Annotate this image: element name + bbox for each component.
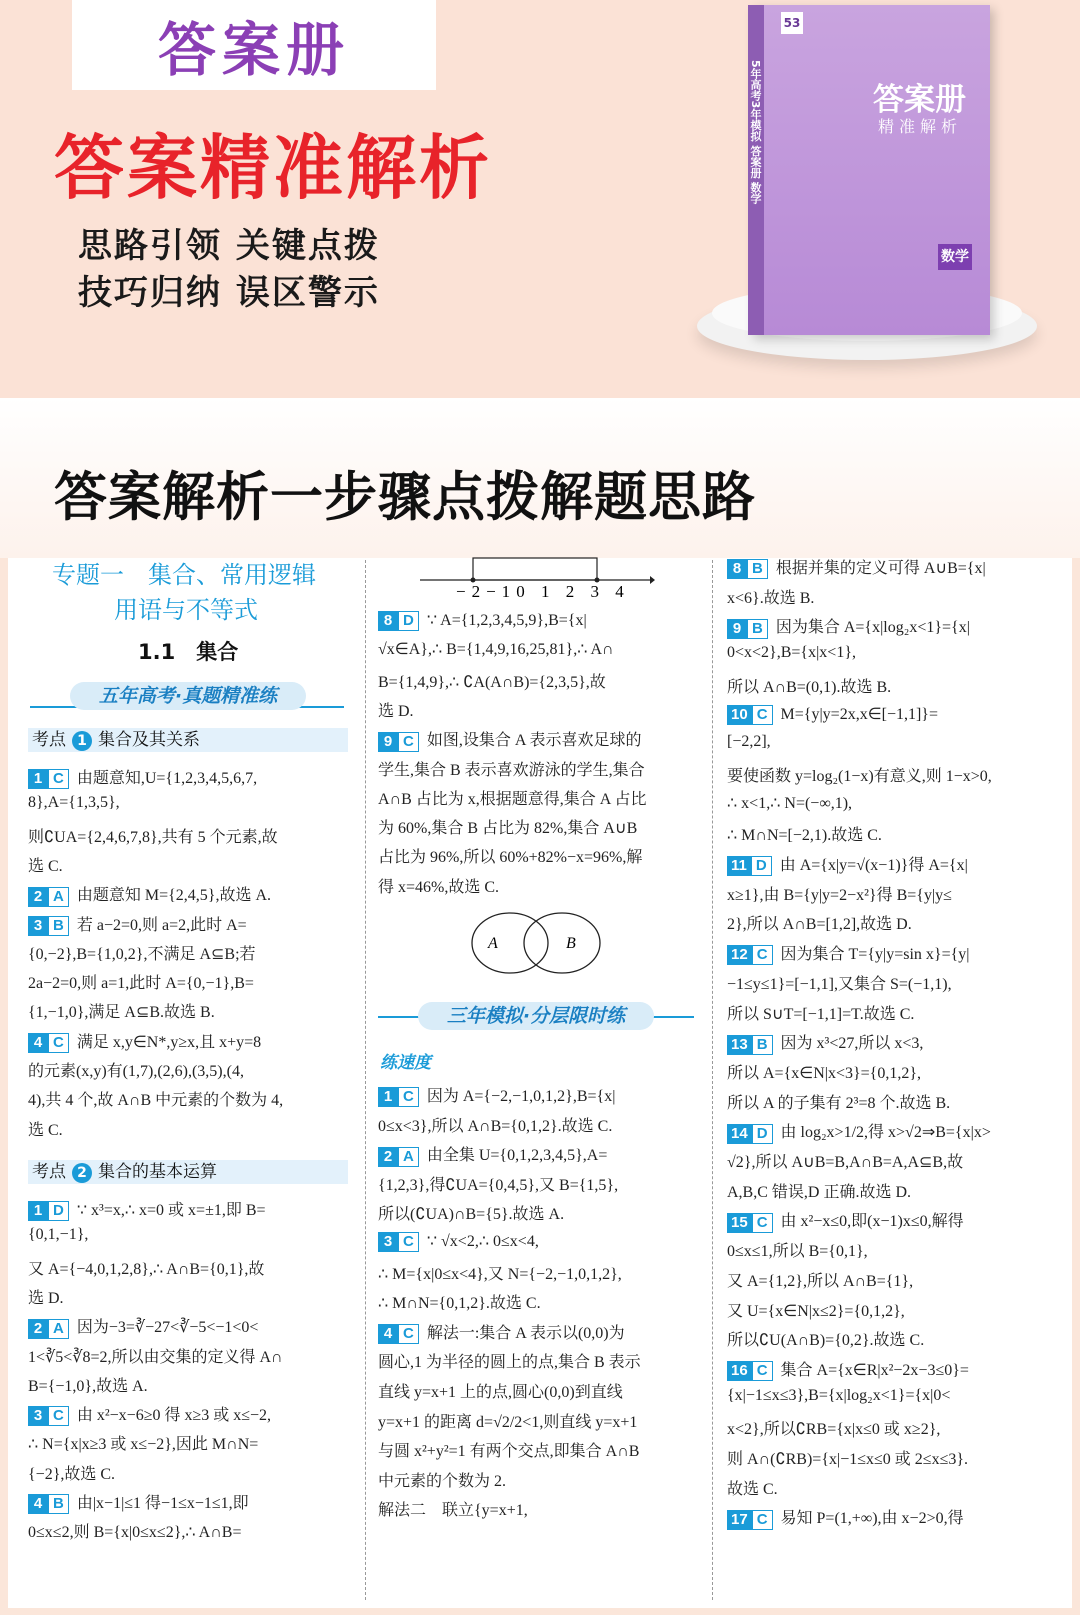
answer-choice: C <box>398 732 419 752</box>
answer-line <box>28 1058 244 1081</box>
answer-text: 所以 S∪T=[−1,1]=T.故选 C. <box>727 1005 915 1023</box>
answer-line <box>28 1226 88 1244</box>
answer-line <box>378 1349 641 1372</box>
tick: 0 <box>516 582 531 601</box>
answer-badge <box>28 916 69 936</box>
tick: 2 <box>565 582 581 601</box>
answer-line <box>727 585 814 608</box>
answer-badge <box>378 1147 419 1167</box>
question-number: 2 <box>28 887 48 907</box>
answer-line <box>28 1285 64 1308</box>
answer-line <box>727 674 891 697</box>
answer-text: 由|x−1|≤1 得−1≤x−1≤1,即 <box>76 1495 249 1512</box>
answer-choice: B <box>48 1494 69 1514</box>
answer-item <box>28 1490 249 1514</box>
answer-text: 0≤x≤2,则 B={x|0≤x≤2},∴ A∩B= <box>28 1524 242 1542</box>
answer-text: 又 U={x∈N|x≤2}={0,1,2}, <box>727 1302 905 1320</box>
answer-item <box>727 555 986 579</box>
answer-text: 因为集合 A={x|log₂x<1}={x| <box>775 619 970 637</box>
answer-line <box>727 1298 905 1321</box>
answer-text: 学生,集合 B 表示喜欢游泳的学生,集合 <box>378 761 645 779</box>
kp-2 <box>28 1160 348 1184</box>
question-number: 11 <box>727 856 751 876</box>
answer-item <box>727 1357 969 1381</box>
answer-item <box>727 852 968 876</box>
answer-badge <box>28 1033 69 1053</box>
kp-text: 集合及其关系 <box>98 730 200 750</box>
answer-badge <box>28 1406 69 1426</box>
answer-text: A,B,C 错误,D 正确.故选 D. <box>727 1183 912 1201</box>
answer-badge <box>378 1324 419 1344</box>
answer-choice: D <box>751 856 772 876</box>
answer-choice: A <box>398 1147 419 1167</box>
question-number: 1 <box>28 769 48 789</box>
question-number: 14 <box>727 1124 752 1144</box>
answer-text: −1≤y≤1}=[−1,1],又集合 S=(−1,1), <box>727 975 952 993</box>
axis-arrow <box>650 576 655 584</box>
answer-line <box>727 733 771 751</box>
answer-badge <box>378 732 419 752</box>
answer-text: √x∈A},∴ B={1,4,9,16,25,81},∴ A∩ <box>378 641 614 659</box>
answer-item <box>727 1030 923 1054</box>
answer-line <box>378 1438 639 1461</box>
answer-line <box>727 1179 911 1202</box>
question-number: 12 <box>727 945 752 965</box>
banner-three-year: 三年模拟·分层限时练 <box>418 1002 654 1030</box>
tick: −1 <box>486 582 517 601</box>
answer-text: 0≤x<3},所以 A∩B={0,1,2}.故选 C. <box>378 1117 613 1135</box>
question-number: 3 <box>28 916 48 936</box>
question-number: 2 <box>378 1147 398 1167</box>
answer-item <box>378 610 587 631</box>
answer-line <box>28 824 278 847</box>
answer-line <box>727 644 856 662</box>
tick: 3 <box>590 582 605 601</box>
answer-line <box>378 1379 623 1402</box>
question-number: 4 <box>28 1033 48 1053</box>
answer-line <box>378 844 642 867</box>
mid-title: 答案解析一步骤点拨解题思路 <box>54 467 756 528</box>
question-number: 2 <box>28 1319 48 1339</box>
question-number: 10 <box>727 705 752 725</box>
answer-line <box>378 669 606 692</box>
answer-line <box>28 999 215 1022</box>
answer-choice: A <box>48 887 69 907</box>
answer-text: 2a−2=0,则 a=1,此时 A={0,−1},B= <box>28 975 254 993</box>
answer-line <box>727 1149 963 1172</box>
answer-text: 则∁UA={2,4,6,7,8},共有 5 个元素,故 <box>28 828 278 846</box>
answer-choice: C <box>398 1087 419 1107</box>
answer-badge <box>378 1232 419 1252</box>
venn-set-a <box>472 913 548 973</box>
question-number: 16 <box>727 1361 752 1381</box>
answer-badge <box>727 559 768 579</box>
answer-text: 圆心,1 为半径的圆上的点,集合 B 表示 <box>378 1354 641 1372</box>
venn-diagram <box>470 910 605 976</box>
kp-number: 2 <box>72 1163 92 1183</box>
answer-text: x<6}.故选 B. <box>727 589 815 607</box>
answer-line <box>378 786 646 809</box>
answer-choice: B <box>747 619 768 639</box>
answer-text: ∴ N={x|x≥3 或 x≤−2},因此 M∩N= <box>28 1436 259 1454</box>
answer-line <box>727 1060 921 1083</box>
question-number: 1 <box>28 1201 48 1221</box>
answer-line <box>727 1090 950 1113</box>
question-number: 8 <box>378 611 398 631</box>
answer-badge <box>727 1035 773 1055</box>
answer-text: 根据并集的定义可得 A∪B={x| <box>775 560 986 577</box>
answer-text: 为 60%,集合 B 占比为 82%,集合 A∪B <box>378 820 638 838</box>
banner-five-year: 五年高考·真题精准练 <box>70 682 306 710</box>
axis-ticks <box>456 582 630 602</box>
answer-line <box>28 1373 148 1396</box>
answer-choice: D <box>398 611 419 631</box>
answer-badge <box>28 1201 69 1221</box>
answer-line <box>28 1431 258 1454</box>
column-divider <box>712 560 713 1600</box>
title-box <box>72 0 436 90</box>
answer-choice: C <box>752 1213 773 1233</box>
answer-text: {0,−2},B={1,0,2},不满足 A⊆B;若 <box>28 945 256 963</box>
answer-text: x<2},所以∁RB={x|x≤0 或 x≥2}, <box>727 1421 941 1439</box>
answer-line <box>727 763 992 786</box>
question-number: 1 <box>378 1087 398 1107</box>
answer-text: 4),共 4 个,故 A∩B 中元素的个数为 4, <box>28 1092 284 1110</box>
answer-text: 0≤x≤1,所以 B={0,1}, <box>727 1243 868 1261</box>
answer-text: {x|−1≤x≤3},B={x|log₂x<1}={x|0< <box>727 1386 951 1404</box>
book-subtitle: 精准解析 <box>878 117 963 136</box>
answer-item <box>727 1119 991 1143</box>
answer-line <box>28 1461 115 1484</box>
answer-line <box>378 1497 528 1520</box>
answer-text: ∴ M={x|0≤x<4},又 N={−2,−1,0,1,2}, <box>378 1265 622 1283</box>
subsection-title: 1.1 集合 <box>138 640 239 664</box>
answer-text: 得 x=46%,故选 C. <box>378 878 500 896</box>
answer-line <box>378 698 414 721</box>
question-number: 17 <box>727 1510 752 1530</box>
answer-text: 若 a−2=0,则 a=2,此时 A= <box>76 916 247 934</box>
answer-badge <box>727 1510 773 1530</box>
question-number: 9 <box>378 732 398 752</box>
answer-choice: C <box>752 945 773 965</box>
answer-text: 又 A={1,2},所以 A∩B={1}, <box>727 1272 914 1290</box>
answer-text: 选 C. <box>28 857 63 875</box>
speed-label: 练速度 <box>380 1053 431 1073</box>
answer-text: 直线 y=x+1 上的点,圆心(0,0)到直线 <box>378 1384 623 1401</box>
answer-text: {1,2,3},得∁UA={0,4,5},又 B={1,5}, <box>378 1176 619 1194</box>
answer-text: ∵ √x<2,∴ 0≤x<4, <box>426 1233 539 1250</box>
answer-badge <box>727 856 772 876</box>
tick: 4 <box>615 582 630 601</box>
answer-text: A∩B 占比为 x,根据题意得,集合 A 占比 <box>378 790 647 808</box>
answer-text: 则 A∩(∁RB)={x|−1≤x≤0 或 2≤x≤3}. <box>727 1451 969 1468</box>
answer-text: 2},所以 A∩B=[1,2],故选 D. <box>727 916 912 934</box>
kp-1 <box>28 728 348 752</box>
answer-line <box>727 1446 968 1469</box>
section-title: 专题一 集合、常用逻辑 <box>52 561 316 589</box>
answer-text: 如图,设集合 A 表示喜欢足球的 <box>426 732 642 750</box>
answer-line <box>378 815 637 838</box>
answer-line <box>378 1290 541 1313</box>
feature-line-2: 技巧归纳 误区警示 <box>78 273 380 313</box>
question-number: 15 <box>727 1213 752 1233</box>
answer-line <box>378 1261 622 1284</box>
answer-item <box>378 1231 539 1252</box>
answer-choice: C <box>48 1406 69 1426</box>
answer-line <box>28 853 63 876</box>
answer-line <box>28 1256 264 1279</box>
question-number: 3 <box>28 1406 48 1426</box>
answer-text: 由 x²−x≤0,即(x−1)x≤0,解得 <box>780 1213 964 1231</box>
question-number: 4 <box>378 1324 398 1344</box>
answer-text: 易知 P=(1,+∞),由 x−2>0,得 <box>780 1510 964 1528</box>
answer-text: x≥1},由 B={y|y=2−x²}得 B={y|y≤ <box>727 886 952 904</box>
answer-choice: B <box>752 1035 773 1055</box>
answer-text: ∴ x<1,∴ N=(−∞,1), <box>727 794 853 812</box>
answer-text: ∵ A={1,2,3,4,5,9},B={x| <box>426 612 587 629</box>
answer-text: 满足 x,y∈N*,y≥x,且 x+y=8 <box>76 1033 262 1051</box>
book-cover <box>750 5 990 335</box>
answer-text: ∴ M∩N={0,1,2}.故选 C. <box>378 1295 541 1313</box>
kp-number: 1 <box>72 731 92 751</box>
answer-text: 因为集合 T={y|y=sin x}={y| <box>780 946 970 964</box>
answer-line <box>378 1409 637 1432</box>
answer-text: 因为 x³<27,所以 x<3, <box>780 1035 924 1053</box>
answer-text: 所以∁U(A∩B)={0,2}.故选 C. <box>727 1332 925 1350</box>
tick: 1 <box>540 582 556 601</box>
answer-text: 所以 A∩B=(0,1).故选 B. <box>727 678 892 696</box>
answer-text: {−2},故选 C. <box>28 1465 116 1483</box>
book-title: 答案册 <box>873 82 966 118</box>
answer-badge <box>727 619 768 639</box>
answer-line <box>378 639 614 659</box>
answer-text: 选 D. <box>28 1289 64 1307</box>
answer-text: B={1,4,9},∴ ∁A(A∩B)={2,3,5},故 <box>378 673 606 691</box>
answer-line <box>28 1087 283 1110</box>
answer-text: 由 A={x|y=√(x−1)}得 A={x| <box>779 857 968 874</box>
answer-line <box>727 1268 913 1291</box>
box-title: 答案册 <box>157 16 350 84</box>
answer-text: 由题意知 M={2,4,5},故选 A. <box>76 887 272 905</box>
answer-text: 集合 A={x∈R|x²−2x−3≤0}= <box>780 1361 969 1379</box>
answer-line <box>727 911 912 934</box>
answer-item <box>727 1505 964 1529</box>
answer-text: √2},所以 A∪B=B,A∩B=A,A⊆B,故 <box>727 1154 964 1171</box>
book-subject: 数学 <box>938 244 972 270</box>
answer-badge <box>28 887 69 907</box>
answer-line <box>378 1113 612 1136</box>
answer-choice: D <box>48 1201 69 1221</box>
answer-text: 因为−3=∛−27<∛−5<−1<0< <box>76 1319 259 1337</box>
answer-line <box>727 822 882 845</box>
answer-text: 由 x²−x−6≥0 得 x≥3 或 x≤−2, <box>76 1407 272 1425</box>
answer-choice: D <box>752 1124 773 1144</box>
kp-label: 考点 <box>32 730 66 750</box>
answer-line <box>727 971 952 994</box>
answer-badge <box>727 1124 773 1144</box>
answer-choice: C <box>752 1361 773 1381</box>
answer-item <box>28 765 257 789</box>
answer-text: ∴ M∩N=[−2,1).故选 C. <box>727 827 882 845</box>
answer-text: 要使函数 y=log₂(1−x)有意义,则 1−x>0, <box>727 767 992 785</box>
kp-text: 集合的基本运算 <box>98 1162 217 1182</box>
question-number: 4 <box>28 1494 48 1514</box>
question-number: 9 <box>727 619 747 639</box>
answer-text: [−2,2], <box>727 733 771 751</box>
answer-item <box>727 1208 964 1232</box>
answer-text: 选 C. <box>28 1121 63 1139</box>
answer-text: 由 log₂x>1/2,得 x>√2⇒B={x|x> <box>780 1124 991 1142</box>
question-number: 8 <box>727 559 747 579</box>
answer-text: 所以 A 的子集有 2³=8 个.故选 B. <box>727 1094 951 1112</box>
answer-line <box>28 1117 63 1140</box>
answer-item <box>28 1197 266 1221</box>
kp-label: 考点 <box>32 1162 66 1182</box>
answer-line <box>378 757 645 780</box>
answer-text: ∵ x³=x,∴ x=0 或 x=±1,即 B= <box>76 1202 266 1219</box>
answer-text: 又 A={−4,0,1,2,8},∴ A∩B={0,1},故 <box>28 1260 265 1278</box>
answer-badge <box>28 1319 69 1339</box>
answer-text: {0,1,−1}, <box>28 1226 89 1244</box>
answer-text: 所以 A={x∈N|x<3}={0,1,2}, <box>727 1064 922 1082</box>
answer-item <box>28 1402 271 1426</box>
answer-line <box>28 1519 242 1542</box>
answer-choice: A <box>48 1319 69 1339</box>
tick: −2 <box>456 582 487 601</box>
answer-text: 选 D. <box>378 702 414 720</box>
venn-label-b: B <box>566 935 576 952</box>
answer-badge <box>378 611 419 631</box>
answer-line <box>727 1476 778 1499</box>
answer-item <box>727 704 938 725</box>
answer-badge <box>28 769 69 789</box>
answer-text: 解法一:集合 A 表示以(0,0)为 <box>426 1324 625 1342</box>
answer-badge <box>28 1494 69 1514</box>
answer-line <box>28 970 254 993</box>
answer-item <box>28 912 247 936</box>
answer-item <box>378 1320 625 1344</box>
answer-line <box>727 793 852 813</box>
interval-bracket <box>473 558 597 580</box>
answer-text: 占比为 96%,所以 60%+82%−x=96%,解 <box>378 849 643 867</box>
answer-item <box>28 882 271 906</box>
answer-choice: C <box>398 1232 419 1252</box>
answer-line <box>378 1201 564 1224</box>
answer-line <box>378 1172 618 1195</box>
answer-item <box>727 614 970 638</box>
answer-text: 1<∛5<∛8=2,所以由交集的定义得 A∩ <box>28 1348 283 1366</box>
book-logo: 53 <box>781 12 803 34</box>
answer-text: 由题意知,U={1,2,3,4,5,6,7, <box>76 770 258 787</box>
answer-text: M={y|y=2x,x∈[−1,1]}= <box>780 705 939 723</box>
answer-badge <box>727 945 773 965</box>
book-spine-text: 5年高考3年模拟 答案册 数学 <box>749 60 762 204</box>
answer-item <box>727 941 970 965</box>
answer-choice: C <box>398 1324 419 1344</box>
answer-badge <box>727 1361 773 1381</box>
answer-item <box>28 1029 261 1053</box>
answer-choice: C <box>752 1510 773 1530</box>
answer-badge <box>727 1213 773 1233</box>
venn-set-b <box>524 913 600 973</box>
answer-text: 0<x<2},B={x|x<1}, <box>727 644 857 662</box>
answer-line <box>28 941 256 964</box>
answer-text: 所以(∁UA)∩B={5}.故选 A. <box>378 1206 565 1224</box>
answer-item <box>28 1314 258 1338</box>
venn-label-a: A <box>488 935 498 952</box>
answer-line <box>727 1238 868 1261</box>
answer-line <box>727 1001 914 1024</box>
answer-item <box>378 727 642 751</box>
answer-choice: B <box>747 559 768 579</box>
answer-line <box>28 1344 283 1367</box>
answer-line <box>378 1468 506 1491</box>
feature-line-1: 思路引领 关键点拨 <box>78 226 380 266</box>
answer-text: 与圆 x²+y²=1 有两个交点,即集合 A∩B <box>378 1443 640 1461</box>
answer-line <box>28 794 120 812</box>
answer-text: 由全集 U={0,1,2,3,4,5},A= <box>426 1147 608 1165</box>
answer-text: 的元素(x,y)有(1,7),(2,6),(3,5),(4, <box>28 1063 244 1080</box>
answer-text: 因为 A={−2,−1,0,1,2},B={x| <box>426 1088 616 1105</box>
headline: 答案精准解析 <box>54 127 492 209</box>
answer-line <box>727 882 952 905</box>
answer-line <box>727 1416 940 1439</box>
answer-item <box>378 1142 607 1166</box>
answer-choice: C <box>48 769 69 789</box>
answer-badge <box>378 1087 419 1107</box>
answer-text: B={−1,0},故选 A. <box>28 1377 148 1395</box>
question-number: 3 <box>378 1232 398 1252</box>
answer-line <box>727 1387 950 1405</box>
section-title-line2: 用语与不等式 <box>114 596 258 624</box>
answer-text: 故选 C. <box>727 1480 778 1498</box>
answer-text: {1,−1,0},满足 A⊆B.故选 B. <box>28 1004 215 1022</box>
column-divider <box>365 560 366 1600</box>
answer-badge <box>727 705 773 725</box>
answer-text: 解法二 联立{y=x+1, <box>378 1502 528 1520</box>
answer-item <box>378 1083 615 1107</box>
answer-text: 中元素的个数为 2. <box>378 1472 507 1490</box>
question-number: 13 <box>727 1035 752 1055</box>
answer-text: 8},A={1,3,5}, <box>28 794 120 812</box>
answer-line <box>727 1327 924 1350</box>
answer-choice: C <box>48 1033 69 1053</box>
answer-line <box>378 874 499 897</box>
answer-text: y=x+1 的距离 d=√2/2<1,则直线 y=x+1 <box>378 1413 638 1431</box>
answer-choice: B <box>48 916 69 936</box>
answer-choice: C <box>752 705 773 725</box>
